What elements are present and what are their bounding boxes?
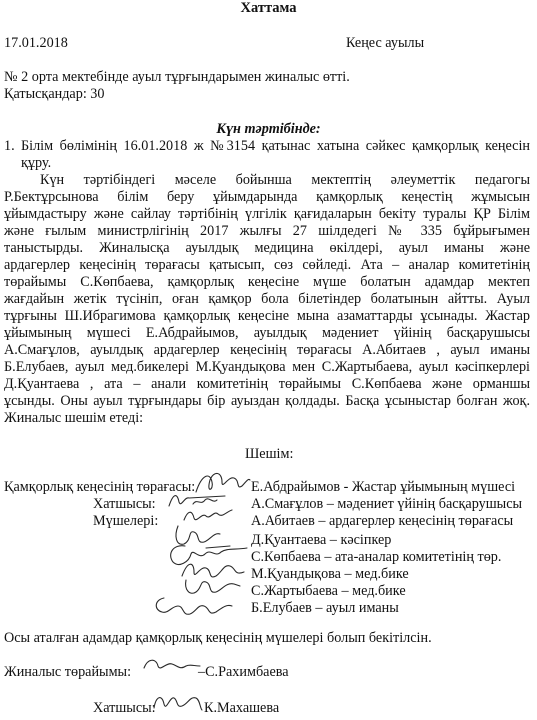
document-date: 17.01.2018 bbox=[4, 35, 68, 51]
document-place: Кеңес ауылы bbox=[346, 35, 425, 51]
agenda-title: Күн тәртібінде: bbox=[216, 121, 321, 137]
member-item: А.Абитаев – ардагерлер кеңесінің төрағасы bbox=[251, 513, 514, 529]
meeting-chair-value: –С.Рахимбаева bbox=[198, 664, 289, 680]
signature-mark bbox=[165, 540, 251, 570]
signature-mark bbox=[150, 592, 236, 622]
body-line-8: жағдайын жетік түсініп, оған қамқор бола білетіндер болатынын айтты. Ауыл bbox=[4, 291, 530, 307]
agenda-item-number: 1. bbox=[4, 138, 15, 154]
body-line-1: Күн тәртібіндегі мәселе бойынша мектептің әлеуметтік педагогы bbox=[40, 172, 530, 188]
body-line-4: және ғылым министрлігінің 2017 жылғы 27 шілдедегі № 335 бұйрығымен bbox=[4, 223, 530, 239]
member-item: Б.Елубаев – ауыл иманы bbox=[251, 600, 399, 616]
body-line-3: ұйымдастыру және сайлау тәртібінің үлгілік қағидаларын бекіту туралы ҚР Білім bbox=[4, 206, 530, 222]
body-line-6: ардагерлер кеңесінің төрағасы қатысып, сөз сөйледі. Ата – аналар комитетінің bbox=[4, 257, 530, 273]
intro-text: № 2 орта мектебінде ауыл тұрғындарымен жиналыс өтті. bbox=[4, 69, 350, 85]
member-item: С.Жартыбаева – мед.бике bbox=[251, 583, 406, 599]
member-item: Д.Қуантаева – кәсіпкер bbox=[251, 532, 392, 548]
signature-mark bbox=[180, 504, 234, 526]
secretary-label: Хатшысы: bbox=[93, 496, 156, 512]
document-title: Хаттама bbox=[240, 0, 297, 16]
decision-title: Шешім: bbox=[245, 446, 294, 462]
agenda-item-line-2: құру. bbox=[21, 155, 52, 171]
signature-mark bbox=[192, 468, 252, 502]
body-line-9: тұрғыны Ш.Ибрагимова қамқорлық кеңесіне мына азаматтарды ұсынады. Жастар bbox=[4, 308, 530, 324]
signature-mark bbox=[178, 556, 248, 584]
signature-mark bbox=[150, 690, 204, 716]
signature-mark bbox=[170, 522, 236, 552]
secretary-value: А.Смағұлов – мәдениет үйінің басқарушысы bbox=[251, 496, 523, 512]
body-line-5: таныстырды. Жиналысқа ауылдық медицина өкілдері, ауыл иманы және bbox=[4, 240, 530, 256]
chair-value: Е.Абдрайымов - Жастар ұйымының мүшесі bbox=[251, 479, 516, 495]
signature-mark bbox=[180, 574, 244, 600]
body-line-15: Жиналыс шешім етеді: bbox=[4, 410, 144, 426]
body-line-10: ұйымының мүшесі Е.Абдрайымов, ауылдық мәдениет үйінің басқарушысы bbox=[4, 325, 530, 341]
signature-mark bbox=[138, 654, 204, 678]
agenda-item-line-1: Білім бөлімінің 16.01.2018 ж №3154 қатынас хатына сәйкес қамқорлық кеңесін bbox=[21, 138, 530, 154]
body-line-11: А.Смағұлов, ауылдық ардагерлер кеңесінің төрағасы А.Абитаев , ауыл иманы bbox=[4, 342, 530, 358]
meeting-secretary-label: Хатшысы: bbox=[93, 700, 156, 716]
approval-text: Осы аталған адамдар қамқорлық кеңесінің мүшелері болып бекітілсін. bbox=[4, 630, 432, 646]
chair-label: Қамқорлық кеңесінің төрағасы: bbox=[4, 479, 196, 495]
meeting-chair-label: Жиналыс төрайымы: bbox=[4, 664, 132, 680]
attendees-count: Қатысқандар: 30 bbox=[4, 86, 105, 102]
member-item: М.Қуандықова – мед.бике bbox=[251, 566, 409, 582]
members-label: Мүшелері: bbox=[93, 513, 159, 529]
body-line-2: Р.Бектұрсынова білім беру ұйымдарында қамқорлық кеңестің жұмысын bbox=[4, 189, 530, 205]
member-item: С.Көпбаева – ата-аналар комитетінің төр. bbox=[251, 549, 502, 565]
meeting-secretary-value: К.Махашева bbox=[204, 700, 280, 716]
body-line-14: ұсынды. Оны ауыл тұрғындары бір ауыздан қолдады. Басқа ұсыныстар болған жоқ. bbox=[4, 393, 530, 409]
body-line-12: Б.Елубаев, ауыл мед.бикелері М.Қуандықова мен С.Жартыбаева, ауыл кәсіпкерлері bbox=[4, 359, 530, 375]
body-line-7: төрайымы С.Көпбаева, қамқорлық кеңесіне мүше болатын адамдар мектеп bbox=[4, 274, 530, 290]
body-line-13: Д.Қуантаева , ата – анали комитетінің төрайымы С.Көпбаева және орманшы bbox=[4, 376, 530, 392]
